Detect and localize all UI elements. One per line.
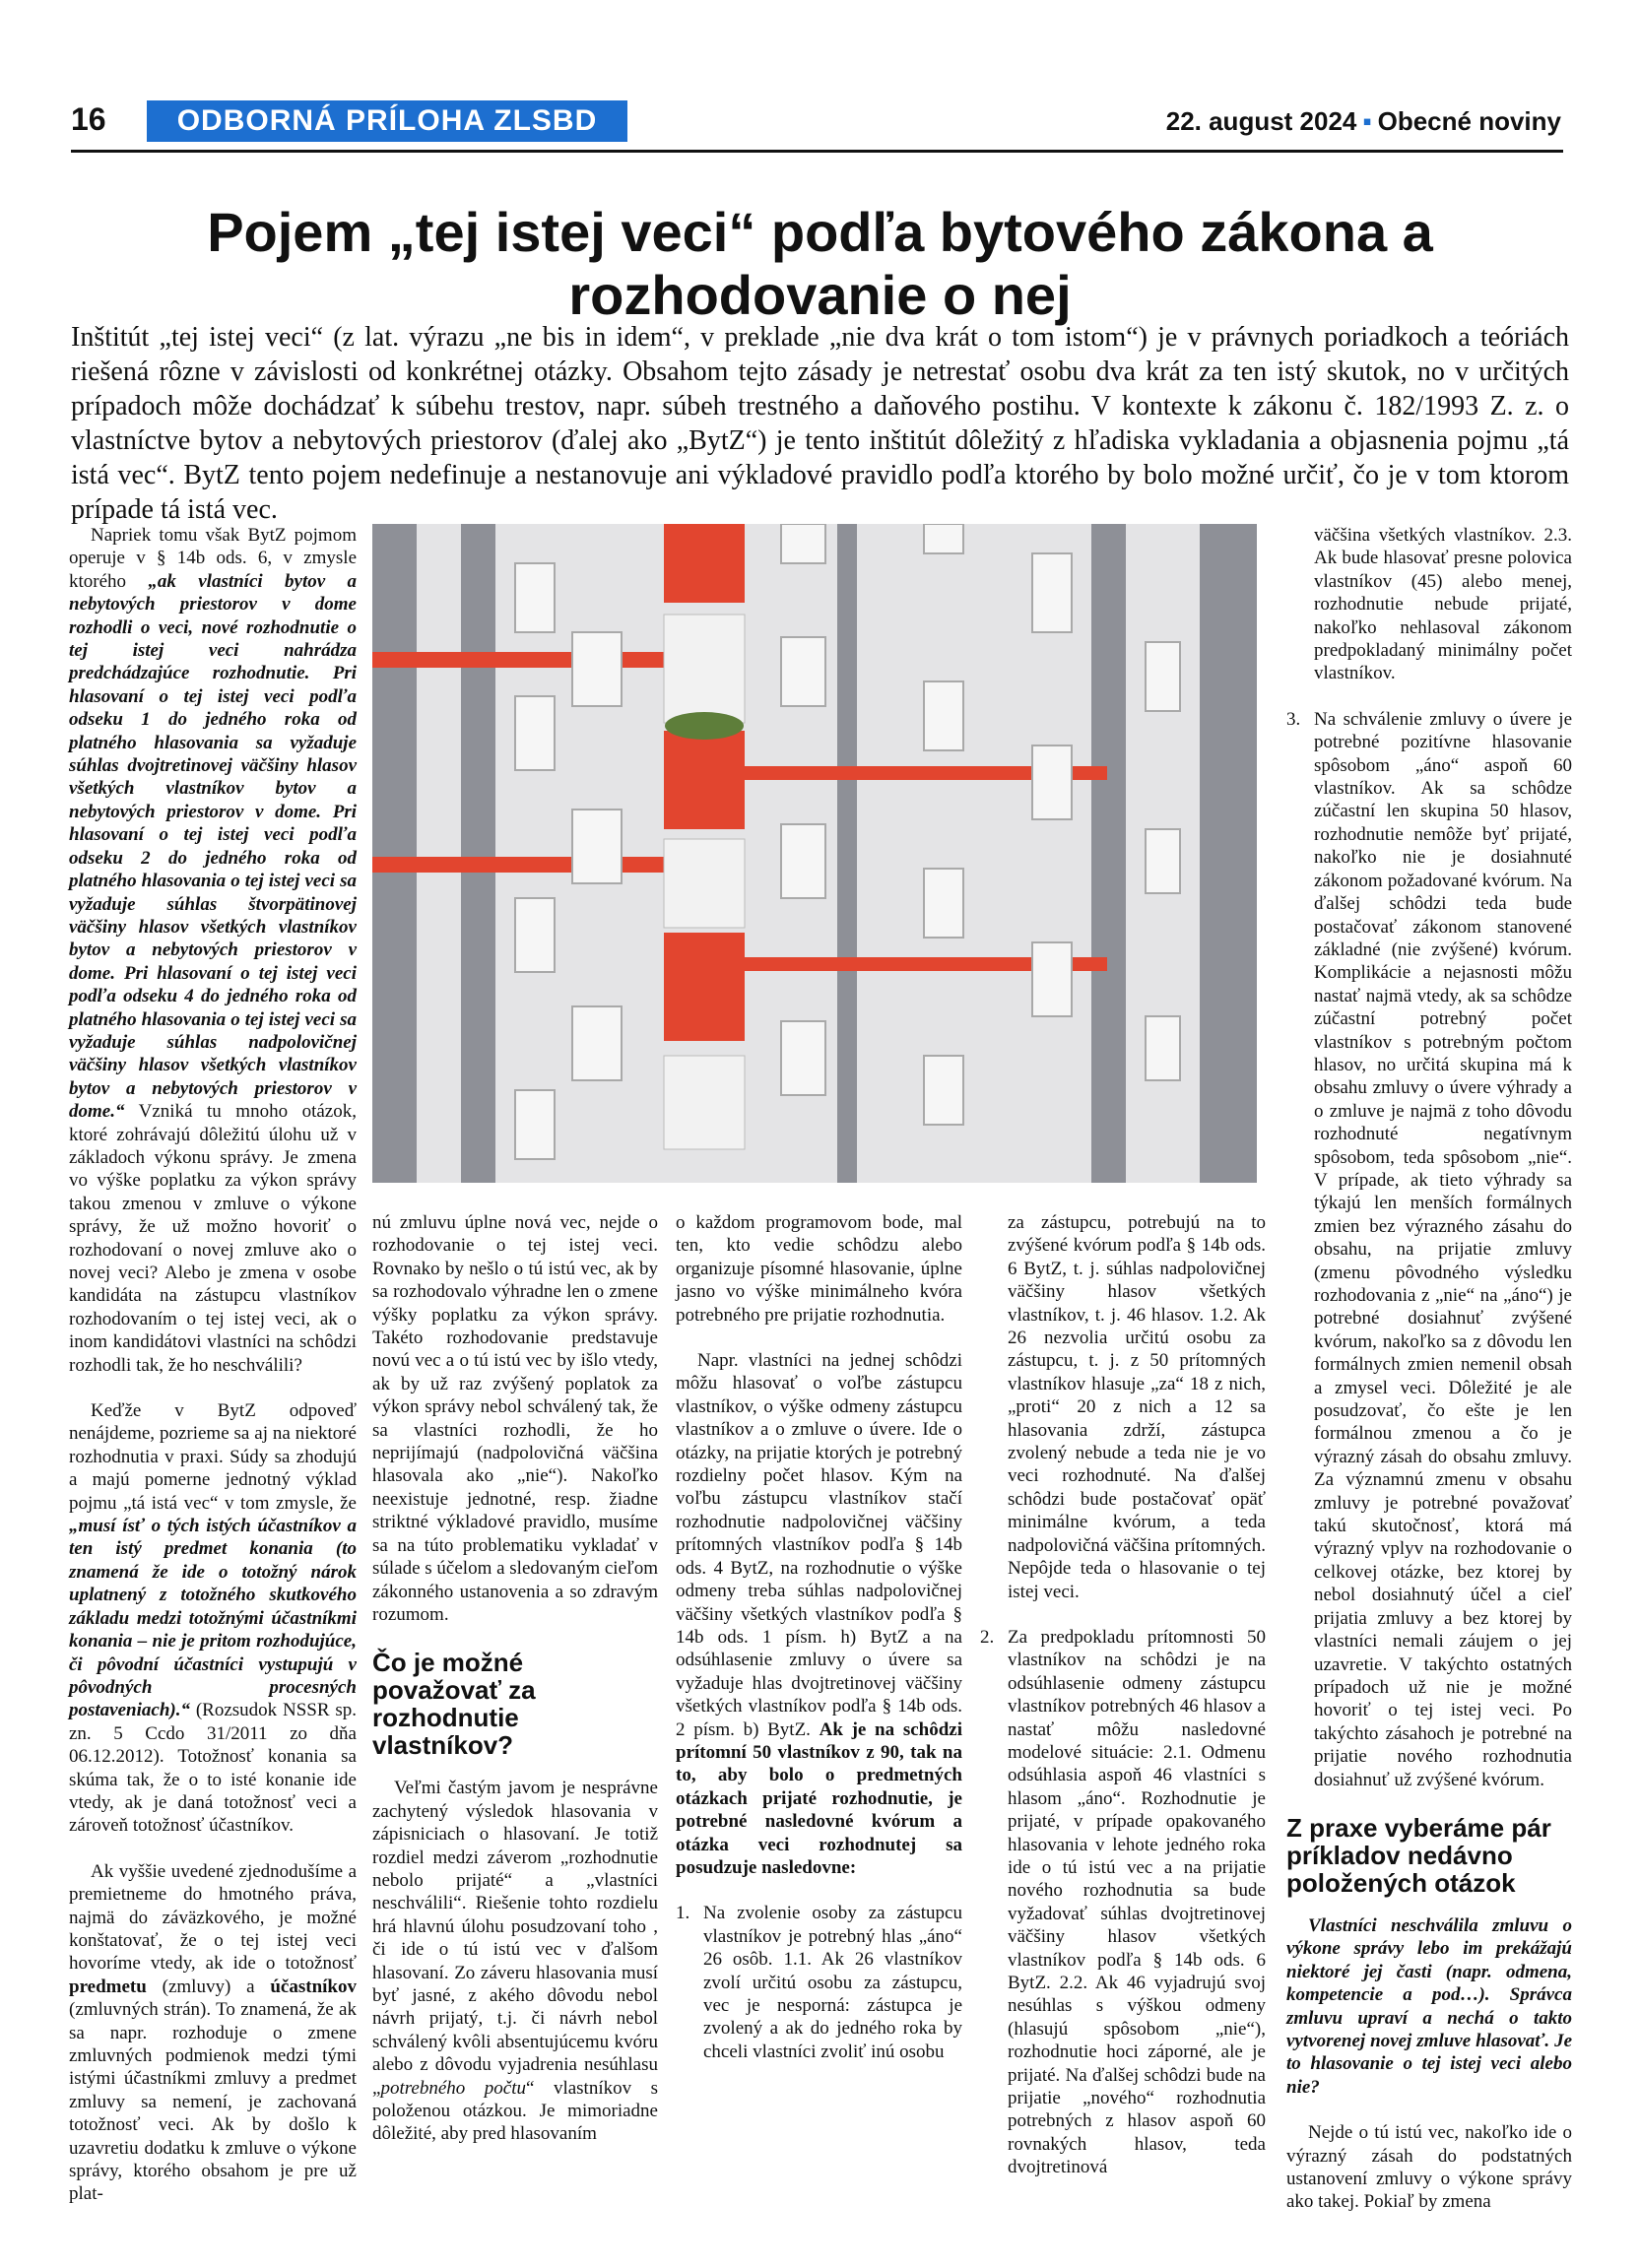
text-run: Vzniká tu mnoho otázok, ktoré zohrávajú dôležitú úlohu už v základoch výkonu správy. Je zmena vo výške poplatku za výkon správy takou zmenou v zmluve o výkone správy, že už možno hovoriť o rozhodovaní o novej zmluve ako o novej veci? Alebo je zmena v osobe kandidáta na zástupcu vlastníkov rozhodovaním o tej istej veci, ak o inom kandidátovi vlastníci na schôdzi rozhodli tak, že ho neschválili? xyxy=(69,1101,357,1376)
photo-window xyxy=(781,1021,825,1095)
photo-window xyxy=(1032,745,1072,819)
list-number: 1. xyxy=(676,1903,690,1924)
column-5 xyxy=(1286,524,1572,2236)
list-text: Na zvolenie osoby za zástupcu vlastníkov je potrebný hlas „áno“ 26 osôb. 1.1. Ak 26 vlastníkov zvolí určitú osobu za zástupcu, vec je nesporná: zástupca je zvolený a ak do jedného roka by chceli vlastníci zvoliť inú osobu xyxy=(703,1903,962,2062)
reader-question: Vlastníci neschválila zmluvu o výkone správy lebo im prekážajú niektoré jej časti (napr. odmena, kompetencie a pod…). Správca zmluvu upraví a nechá o takto vytvorenej novej zmluve hlasovať. Je to hlasovanie o tej istej veci alebo nie? xyxy=(1286,1914,1572,2098)
photo-plants xyxy=(665,712,744,740)
photo-window xyxy=(924,524,963,553)
article-title: Pojem „tej istej veci“ podľa bytového zákona a rozhodovanie o nej xyxy=(207,201,1433,326)
column-4 xyxy=(980,1211,1266,2202)
text-run: Veľmi častým javom je nesprávne zachytený výsledok hlasovania v zápisniciach o hlasovaní. Je totiž rozdiel medzi záverom „rozhodnutie nebolo prijaté“ a „vlastníci neschválili“. Riešenie tohto rozdielu hrá hlavnú úlohu posudzovaní toho , či ide o tú istú vec v ďalšom hlasovaní. Zo záveru hlasovania musí byť jasné, z akého dôvodu nebol návrh prijatý, t.j. či návrh nebol schválený kvôli absentujúcemu kvóru alebo z dôvodu vyjadrenia nesúhlasu „ xyxy=(372,1778,658,2099)
photo-window xyxy=(781,524,825,563)
photo-window xyxy=(515,1090,555,1159)
photo-stripe xyxy=(372,857,668,873)
list-item xyxy=(980,1626,1266,2179)
law-quote: „ak vlastníci bytov a nebytových priestorov v dome rozhodli o veci, nové rozhodnutie o tej istej veci nahrádza predchádzajúce rozhodnutie. Pri hlasovaní o tej istej veci podľa odseku 1 do jedného roka od platného hlasovania sa vyžaduje súhlas dvojtretinovej väčšiny hlasov všetkých vlastníkov bytov a nebytových priestorov v dome. Pri hlasovaní o tej istej veci podľa odseku 2 do jedného roka od platného hlasovania o tej istej veci sa vyžaduje súhlas štvorpätinovej väčšiny hlasov všetkých vlastníkov bytov a nebytových priestorov v dome. Pri hlasovaní o tej istej veci podľa odseku 4 do jedného roka od platného hlasovania o tej istej veci sa vyžaduje súhlas nadpolovičnej väčšiny hlasov všetkých vlastníkov bytov a nebytových priestorov v dome.“ xyxy=(69,570,357,1123)
paragraph: nú zmluvu úplne nová vec, nejde o rozhodovanie o tej istej veci. Rovnako by nešlo o tú istú vec, ak by sa rozhodovalo výhradne len o zmene výšky poplatku za výkon správy. Takéto rozhodovanie predstavuje novú vec a o tú istú vec by išlo vtedy, ak by už raz zvýšený poplatok za výkon správy nebol schválený tak, že sa vlastníci rozhodli, že ho neprijímajú (nadpolovičná väčšina hlasovala ako „nie“). Nakoľko neexistuje jednotné, resp. žiadne striktné výkladové pravidlo, musíme sa na túto problematiku vykladať v súlade s účelom a sledovaným cieľom zákonného ustanovenia a so zdravým rozumom. xyxy=(372,1212,659,1625)
text-run: (Rozsudok NSSR sp. zn. 5 Ccdo 31/2011 zo dňa 06.12.2012). Totožnosť konania sa skúma tak, že o to isté konanie ide vtedy, ak je daná totožnosť veci a zároveň totožnosť účastníkov. xyxy=(69,1700,357,1837)
paragraph xyxy=(69,1399,357,1838)
text-run: Napriek tomu však BytZ pojmom operuje v § 14b ods. 6, v zmysle ktorého xyxy=(69,525,357,592)
section-label: ODBORNÁ PRÍLOHA ZLSBD xyxy=(147,100,627,142)
page-number: 16 xyxy=(71,101,106,137)
photo-balcony xyxy=(664,933,745,1041)
photo-window xyxy=(572,810,622,883)
emphasis: predmetu xyxy=(69,1976,147,1997)
photo-window xyxy=(924,681,963,750)
text-run: Napr. vlastníci na jednej schôdzi môžu hlasovať o voľbe zástupcu vlastníkov, o výške odmeny zástupcu vlastníkov a o zmluve o úvere. Ide o otázky, na prijatie ktorých je potrebný rozdielny počet hlasov. Kým na voľbu zástupcu vlastníkov stačí rozhodnutie nadpolovičnej väčšiny prítomných vlastníkov podľa § 14b ods. 4 BytZ, na rozhodnutie o výške odmeny treba súhlas nadpolovičnej väčšiny všetkých vlastníkov podľa § 14b ods. 1 písm. h) BytZ a na odsúhlasenie zmluvy o úvere sa vyžaduje hlas dvojtretinovej väčšiny všetkých vlastníkov podľa § 14b ods. 2 písm. b) BytZ. xyxy=(676,1350,962,1740)
header-divider xyxy=(71,150,1563,153)
photo-window xyxy=(664,615,745,723)
emphasis: potrebného počtu xyxy=(380,2077,526,2099)
list-number: 2. xyxy=(980,1626,995,1648)
photo-pillar xyxy=(1200,524,1257,1183)
building-facade-photo xyxy=(372,524,1257,1183)
paragraph xyxy=(69,524,357,1377)
publication-name: Obecné noviny xyxy=(1377,106,1561,136)
separator-icon: ▪ xyxy=(1362,106,1372,136)
text-run: (zmluvných strán). To znamená, že ak sa napr. rozhoduje o zmene zmluvných podmienok medzi tými istými účastníkmi zmluvy a predmet zmluvy sa nemení, je zachovaná totožnosť veci. Ak by došlo k uzavretiu dodatku k zmluve o výkone správy, ktorého obsahom je pre už plat- xyxy=(69,1999,357,2205)
issue-info xyxy=(1166,106,1561,137)
photo-window xyxy=(781,824,825,898)
photo-pillar xyxy=(1091,524,1126,1183)
photo-window xyxy=(572,1006,622,1080)
photo-window xyxy=(924,869,963,938)
list-number: 3. xyxy=(1286,708,1301,730)
paragraph xyxy=(69,1860,357,2206)
column-1 xyxy=(69,524,357,2229)
column-2 xyxy=(372,1211,658,2169)
court-quote: „musí ísť o tých istých účastníkov a ten istý predmet konania (to znamená že ide o totožný nárok uplatnený z totožného skutkového základu medzi totožnými účastníkmi konania – nie je pritom rozhodujúce, či pôvodní účastníci vystupujú v pôvodných procesných postaveniach).“ xyxy=(69,1516,357,1721)
photo-window xyxy=(515,696,555,770)
photo-window xyxy=(781,637,825,706)
paragraph xyxy=(676,1349,962,1879)
photo-balcony xyxy=(664,731,745,829)
issue-date: 22. august 2024 xyxy=(1165,106,1357,136)
list-item xyxy=(1286,708,1572,1791)
photo-window xyxy=(515,563,555,632)
text-run: (zmluvy) a xyxy=(146,1976,271,1997)
photo-stripe xyxy=(372,652,668,668)
list-item xyxy=(676,1902,962,2063)
photo-window xyxy=(1146,829,1180,893)
photo-window xyxy=(1146,642,1180,711)
list-text: Na schválenie zmluvy o úvere je potrebné pozitívne hlasovanie spôsobom „áno“ aspoň 60 vlastníkov. Ak sa schôdze zúčastní len skupina 50 hlasov, rozhodnutie nemôže byť prijaté, nakoľko nie je dosiahnuté zákonom požadované kvórum. Na ďalšej schôdzi teda bude postačovať zákonom stanovené základné (nie zvýšené) kvórum. Komplikácie a nejasnosti môžu nastať najmä vtedy, ak sa schôdze zúčastní potrebný počet vlastníkov s potrebným počtom hlasov, no určitá skupina má k obsahu zmluvy o úvere výhrady a o zmluve je najmä z toho dôvodu rozhodnuté negatívnym spôsobom, teda spôsobom „nie“. V prípade, ak tieto výhrady sa týkajú len menších formálnych zmien bez výrazného zásahu do obsahu, na prijatie zmluvy (zmenu pôvodného výsledku rozhodovania z „nie“ na „áno“) je potrebné dosiahnuť zvýšené kvórum, nakoľko sa z dôvodu len formálnych zmien nemenil obsah a zmysel veci. Dôležité je ale posudzovať, čo ešte je len formálnou zmenou a čo je výrazný zásah do obsahu zmluvy. Za významnú zmenu v obsahu zmluvy je potrebné považovať takú skutočnosť, ktorá má výrazný vplyv na rozhodovanie o celkovej otázke, bez ktorej by nebol dosiahnutý účel a cieľ prijatia zmluvy a bez ktorej by vlastníci nemali záujem o jej uzavretie. V takýchto ostatných prípadoch už nie je možné hovoriť o tej istej veci. Po takýchto zásahoch je potrebné na prijatie nového rozhodnutia dosiahnuť už zvýšené kvórum. xyxy=(1314,708,1572,1790)
list-text: Za predpokladu prítomnosti 50 vlastníkov na schôdzi je na odsúhlasenie odmeny zástupcu vlastníkov potrebných 46 hlasov a nastať môžu nasledovné modelové situácie: 2.1. Odmenu odsúhlasia aspoň 46 vlastníci s hlasom „áno“. Rozhodnutie je prijaté, v prípade opakovaného hlasovania v lehote jedného roka ide o tú istú vec a na prijatie nového rozhodnutia sa bude vyžadovať súhlas dvojtretinovej väčšiny hlasov všetkých vlastníkov podľa § 14b ods. 6 BytZ. 2.2. Ak 46 vyjadrujú svoj nesúhlas s výškou odmeny (hlasujú spôsobom „nie“), rozhodnutie hoci záporné, ale je prijaté. Na ďalšej schôdzi bude na prijatie „nového“ rozhodnutia potrebných z hlasov aspoň 60 rovnakých hlasov, teda dvojtretinová xyxy=(1008,1626,1266,2178)
photo-balcony xyxy=(664,524,745,603)
photo-window xyxy=(572,632,622,706)
paragraph: o každom programovom bode, mal ten, kto vedie schôdzu alebo organizuje písomné hlasovanie, úplne jasno vo výške minimálneho kvóra potrebného pre prijatie rozhodnutia. xyxy=(676,1212,962,1326)
paragraph: za zástupcu, potrebujú na to zvýšené kvórum podľa § 14b ods. 6 BytZ, t. j. súhlas nadpolovičnej väčšiny hlasov všetkých vlastníkov, t. j. 46 hlasov. 1.2. Ak 26 nezvolia určitú osobu za zástupcu, t. j. z 50 prítomných vlastníkov hlasuje „za“ 18 z nich, „proti“ 20 z nich a 12 sa hlasovania zdrží, zástupca zvolený nebude a teda nie je vo veci rozhodnuté. Na ďalšej schôdzi bude postačovať opäť minimálne kvórum, a teda nadpolovičná väčšina prítomných. Nepôjde teda o hlasovanie o tej istej veci. xyxy=(1008,1212,1266,1602)
photo-window xyxy=(1032,553,1072,632)
subheading: Z praxe vyberáme pár príkladov nedávno položených otázok xyxy=(1286,1812,1551,1898)
column-3 xyxy=(676,1211,962,2086)
paragraph: Nejde o tú istú vec, nakoľko ide o výrazný zásah do podstatných ustanovení zmluvy o výkone správy ako takej. Pokiaľ by zmena xyxy=(1286,2122,1572,2213)
emphasis: Ak je na schôdzi prítomní 50 vlastníkov z 90, tak na to, aby bolo o predmetných otázkach prijaté rozhodnutie, je potrebné nasledovné kvórum a otázka veci rozhodnutej sa posudzuje nasledovne: xyxy=(676,1718,962,1878)
text-run: Ak vyššie uvedené zjednodušíme a premietneme do hmotného práva, najmä do záväzkového, je možné konštatovať, že o tej istej veci hovoríme vtedy, ak ide o totožnosť xyxy=(69,1860,357,1975)
photo-window xyxy=(924,1056,963,1125)
paragraph: väčšina všetkých vlastníkov. 2.3. Ak bude hlasovať presne polovica vlastníkov (45) alebo menej, rozhodnutie nebude prijaté, nakoľko nehlasoval zákonom predpokladaný minimálny počet vlastníkov. xyxy=(1314,525,1572,684)
photo-window xyxy=(1146,1016,1180,1080)
article-lead: Inštitút „tej istej veci“ (z lat. výrazu „ne bis in idem“, v preklade „nie dva krát o tom istom“) je v právnych poriadkoch a teóriách riešená rôzne v závislosti od konkrétnej otázky. Obsahom tejto zásady je netrestať osobu dva krát za ten istý skutok, no v určitých prípadoch môže dochádzať k súbehu trestov, napr. súbeh trestného a daňového postihu. V kontexte k zákonu č. 182/1993 Z. z. o vlastníctve bytov a nebytových priestorov (ďalej ako „BytZ“) je tento inštitút dôležitý z hľadiska vykladania a objasnenia pojmu „tá istá vec“. BytZ tento pojem nedefinuje a nestanovuje ani výkladové pravidlo podľa ktorého by bolo možné určiť, čo je v tom ktorom prípade tá istá vec. xyxy=(71,322,1569,525)
text-run: Keďže v BytZ odpoveď nenájdeme, pozrieme sa aj na niektoré rozhodnutia v praxi. Súdy sa zhodujú a majú pomerne jednotný výklad pojmu „tá istá vec“ v tom zmysle, že xyxy=(69,1400,357,1514)
emphasis: účastníkov xyxy=(270,1976,357,1997)
photo-window xyxy=(1032,942,1072,1016)
photo-pillar xyxy=(837,524,857,1183)
photo-window xyxy=(664,1056,745,1149)
photo-window xyxy=(664,839,745,928)
subheading: Čo je možné považovať za rozhodnutie vlastníkov? xyxy=(372,1648,536,1761)
paragraph xyxy=(372,1777,658,2146)
text-run: “ vlastníkov s položenou otázkou. Je mimoriadne dôležité, aby pred hlasovaním xyxy=(372,2077,659,2145)
photo-pillar xyxy=(461,524,495,1183)
photo-pillar xyxy=(372,524,417,1183)
photo-window xyxy=(515,898,555,972)
